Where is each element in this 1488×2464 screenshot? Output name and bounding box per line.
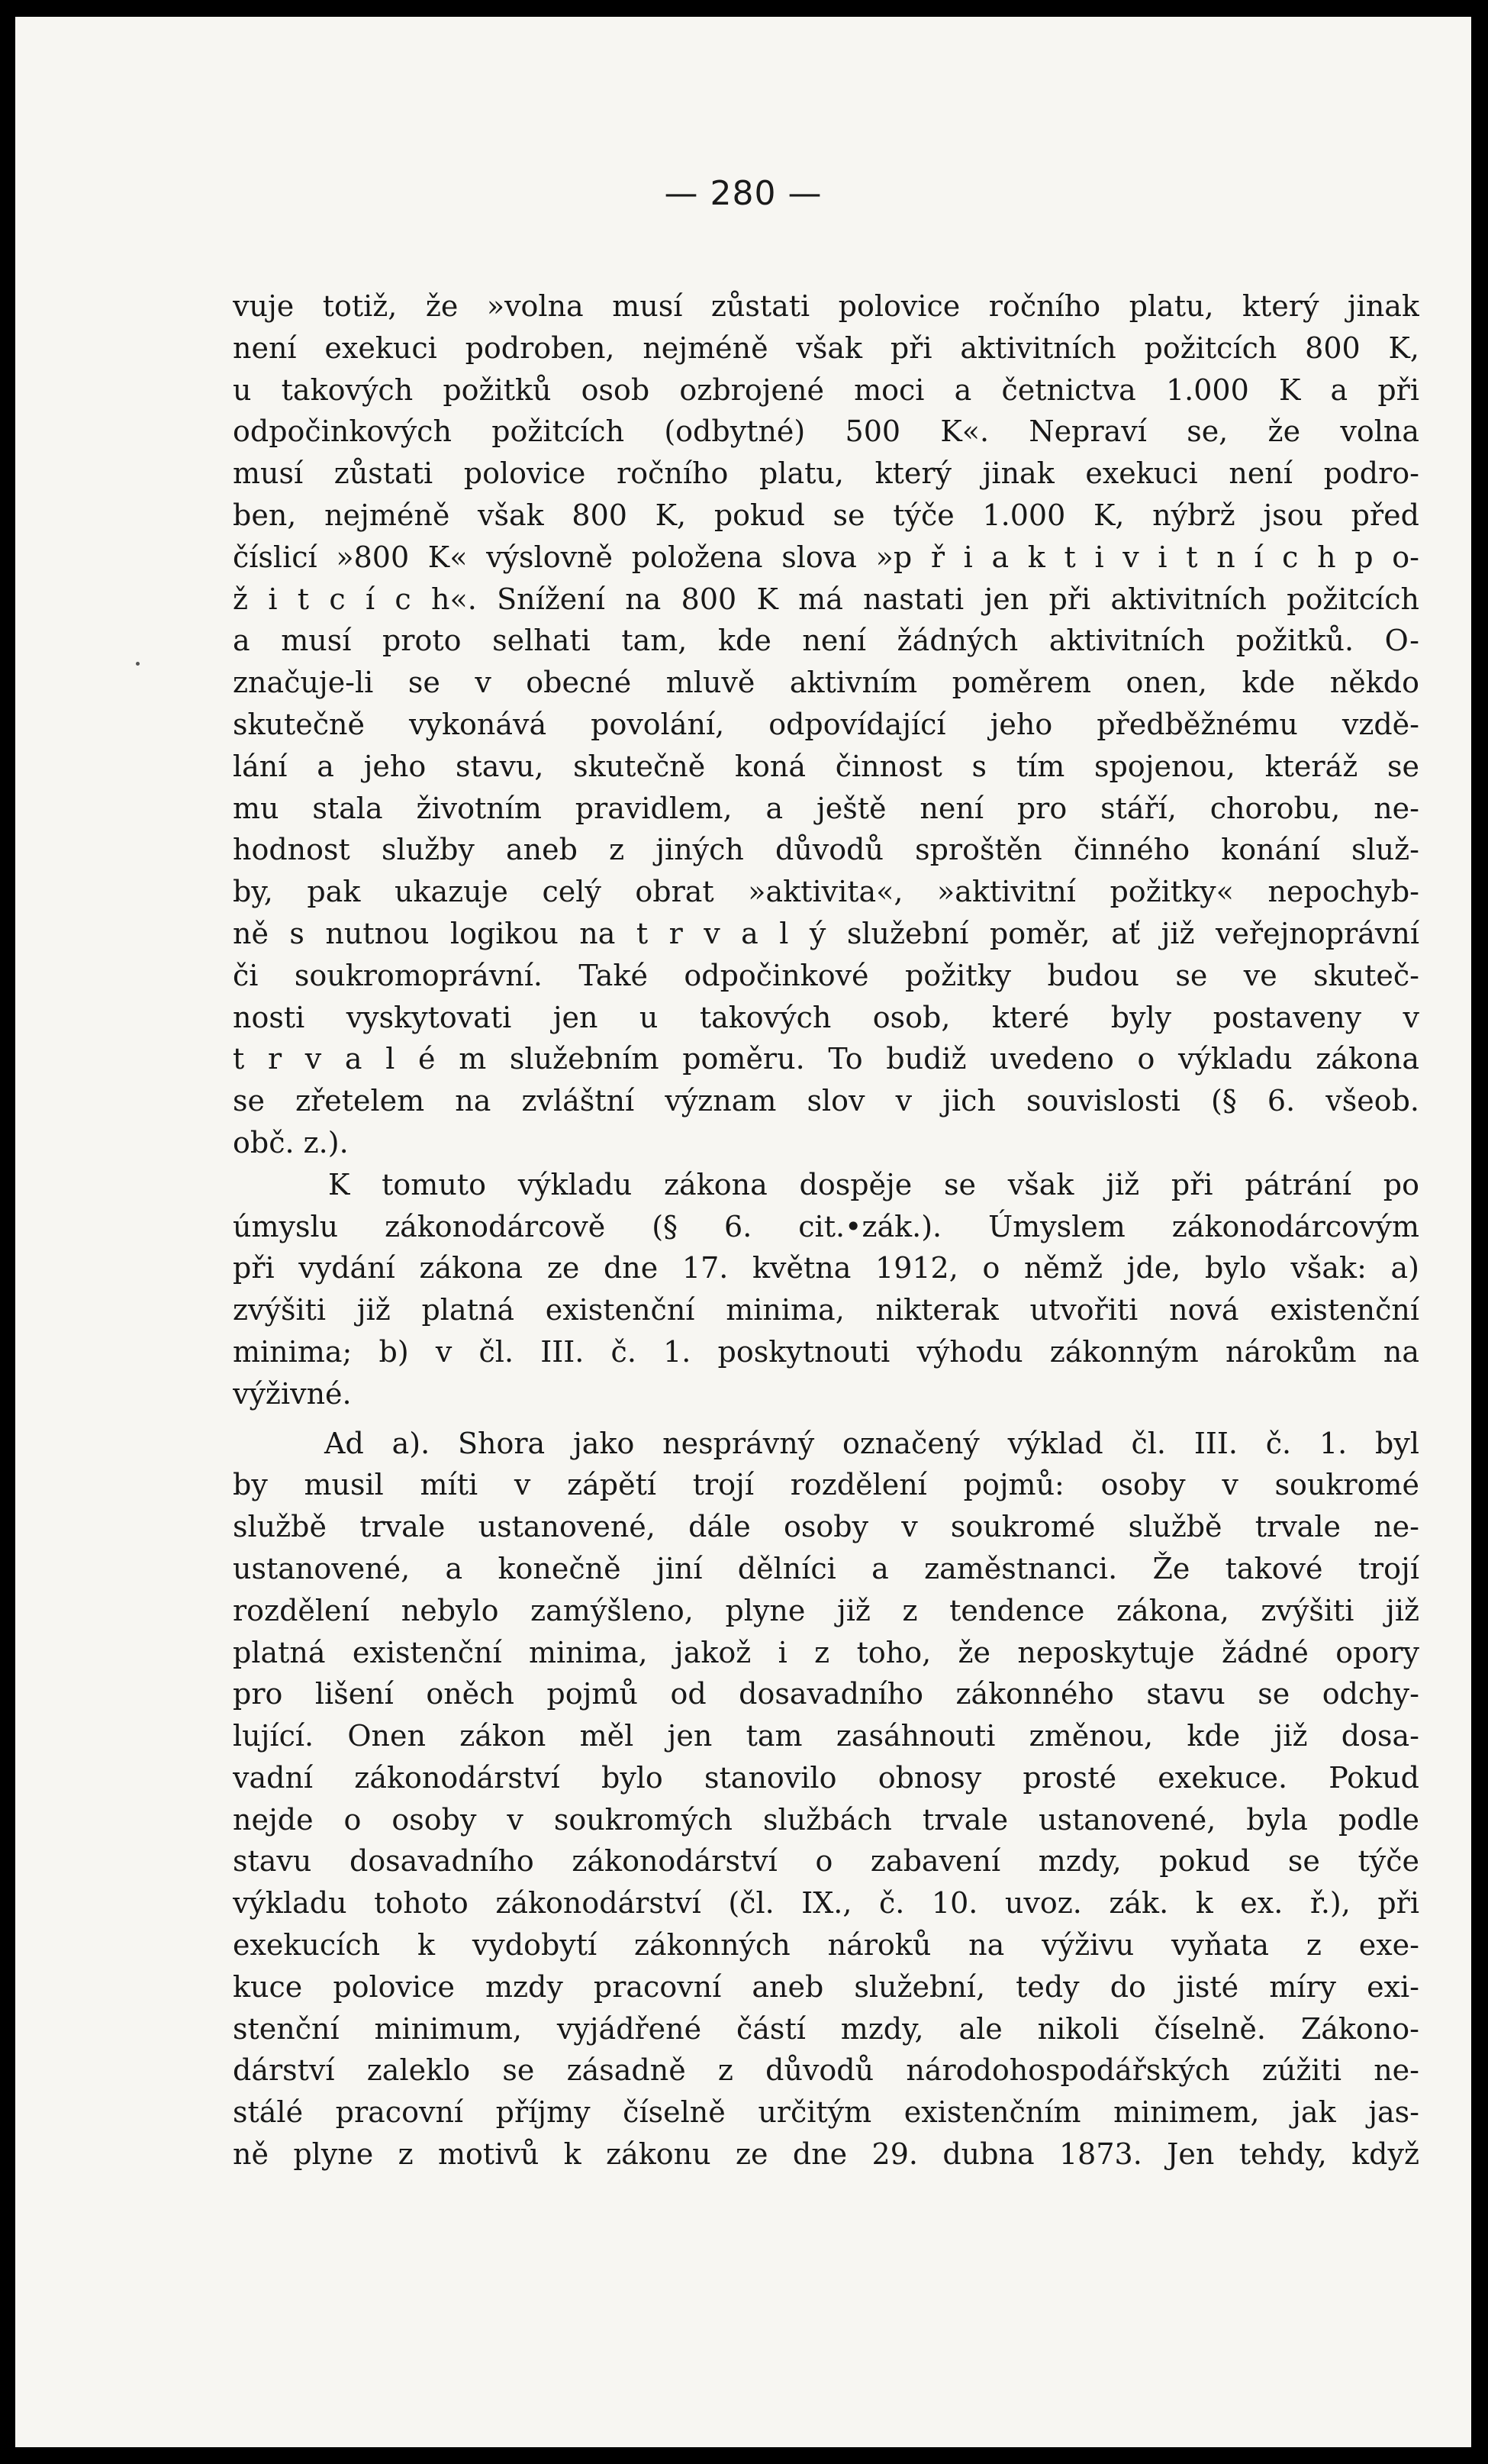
text-line: mu stala životním pravidlem, a ještě není pro stáří, chorobu, ne- bbox=[233, 791, 1419, 825]
text-line: rozdělení nebylo zamýšleno, plyne již z tendence zákona, zvýšiti již bbox=[233, 1593, 1419, 1627]
text-line: hodnost služby aneb z jiných důvodů sproštěn činného konání služ- bbox=[233, 833, 1419, 867]
text-line: lující. Onen zákon měl jen tam zasáhnouti změnou, kde již dosa- bbox=[233, 1719, 1419, 1753]
text-line: ž i t c í c h«. Snížení na 800 K má nastati jen při aktivitních požitcích bbox=[233, 582, 1419, 616]
text-line: skutečně vykonává povolání, odpovídající jeho předběžnému vzdě- bbox=[233, 707, 1419, 741]
text-line: pro lišení oněch pojmů od dosavadního zákonného stavu se odchy- bbox=[233, 1677, 1419, 1711]
text-line: minima; b) v čl. III. č. 1. poskytnouti výhodu zákonným nárokům na bbox=[233, 1334, 1419, 1369]
text-line: stenční minimum, vyjádřené částí mzdy, ale nikoli číselně. Zákono- bbox=[233, 2011, 1419, 2046]
text-line: by, pak ukazuje celý obrat »aktivita«, »aktivitní požitky« nepochyb- bbox=[233, 875, 1419, 909]
text-line: nosti vyskytovati jen u takových osob, které byly postaveny v bbox=[233, 1000, 1419, 1034]
text-line: výkladu tohoto zákonodárství (čl. IX., č. 10. uvoz. zák. k ex. ř.), při bbox=[233, 1886, 1419, 1921]
text-line: u takových požitků osob ozbrojené moci a četnictva 1.000 K a při bbox=[233, 373, 1419, 407]
text-line: číslicí »800 K« výslovně položena slova »p ř i a k t i v i t n í c h p o- bbox=[233, 540, 1419, 574]
text-line: a musí proto selhati tam, kde není žádných aktivitních požitků. O- bbox=[233, 624, 1419, 658]
text-line: nejde o osoby v soukromých službách trvale ustanovené, byla podle bbox=[233, 1802, 1419, 1837]
text-line: odpočinkových požitcích (odbytné) 500 K«. Nepraví se, že volna bbox=[233, 414, 1419, 449]
page-number: — 280 — bbox=[664, 174, 823, 213]
text-line: ustanovené, a konečně jiní dělníci a zaměstnanci. Že takové trojí bbox=[233, 1551, 1419, 1585]
text-line: vuje totiž, že »volna musí zůstati polovice ročního platu, který jinak bbox=[233, 289, 1419, 323]
text-line: při vydání zákona ze dne 17. května 1912, o němž jde, bylo však: a) bbox=[233, 1251, 1419, 1285]
text-line: kuce polovice mzdy pracovní aneb služební, tedy do jisté míry exi- bbox=[233, 1969, 1419, 2004]
paragraph-end-line: obč. z.). bbox=[233, 1125, 349, 1159]
text-line: se zřetelem na zvláštní význam slov v jich souvislosti (§ 6. všeob. bbox=[233, 1084, 1419, 1118]
text-line: t r v a l é m služebním poměru. To budiž uvedeno o výkladu zákona bbox=[233, 1042, 1419, 1076]
body-text bbox=[233, 285, 1419, 2175]
text-line: ně s nutnou logikou na t r v a l ý služební poměr, ať již veřejnoprávní bbox=[233, 916, 1419, 950]
text-line: ně plyne z motivů k zákonu ze dne 29. dubna 1873. Jen tehdy, když bbox=[233, 2137, 1419, 2172]
text-line: či soukromoprávní. Také odpočinkové požitky budou se ve skuteč- bbox=[233, 958, 1419, 992]
text-line: značuje-li se v obecné mluvě aktivním poměrem onen, kde někdo bbox=[233, 666, 1419, 700]
text-line: úmyslu zákonodárcově (§ 6. cit.•zák.). Úmyslem zákonodárcovým bbox=[233, 1209, 1419, 1243]
text-line: dárství zaleklo se zásadně z důvodů národohospodářských zúžiti ne- bbox=[233, 2053, 1419, 2088]
text-line: lání a jeho stavu, skutečně koná činnost s tím spojenou, kteráž se bbox=[233, 749, 1419, 783]
paragraph-start-line: Ad a). Shora jako nesprávný označený výklad čl. III. č. 1. byl bbox=[324, 1426, 1419, 1460]
text-line: exekucích k vydobytí zákonných nároků na výživu vyňata z exe- bbox=[233, 1928, 1419, 1962]
scan-speck bbox=[136, 662, 140, 666]
text-line: stavu dosavadního zákonodárství o zabavení mzdy, pokud se týče bbox=[233, 1844, 1419, 1879]
text-line: by musil míti v zápětí trojí rozdělení pojmů: osoby v soukromé bbox=[233, 1468, 1419, 1502]
paragraph-end-line: výživné. bbox=[233, 1376, 352, 1411]
paragraph-start-line: K tomuto výkladu zákona dospěje se však již při pátrání po bbox=[328, 1167, 1419, 1201]
text-line: zvýšiti již platná existenční minima, nikterak utvořiti nová existenční bbox=[233, 1293, 1419, 1327]
text-line: ben, nejméně však 800 K, pokud se týče 1.000 K, nýbrž jsou před bbox=[233, 498, 1419, 532]
text-line: není exekuci podroben, nejméně však při aktivitních požitcích 800 K, bbox=[233, 331, 1419, 365]
text-line: stálé pracovní příjmy číselně určitým existenčním minimem, jak jas- bbox=[233, 2095, 1419, 2130]
text-line: vadní zákonodárství bylo stanovilo obnosy prosté exekuce. Pokud bbox=[233, 1760, 1419, 1795]
text-line: službě trvale ustanovené, dále osoby v soukromé službě trvale ne- bbox=[233, 1510, 1419, 1544]
text-line: platná existenční minima, jakož i z toho, že neposkytuje žádné opory bbox=[233, 1635, 1419, 1669]
text-line: musí zůstati polovice ročního platu, který jinak exekuci není podro- bbox=[233, 456, 1419, 491]
scanned-page bbox=[15, 17, 1471, 2447]
